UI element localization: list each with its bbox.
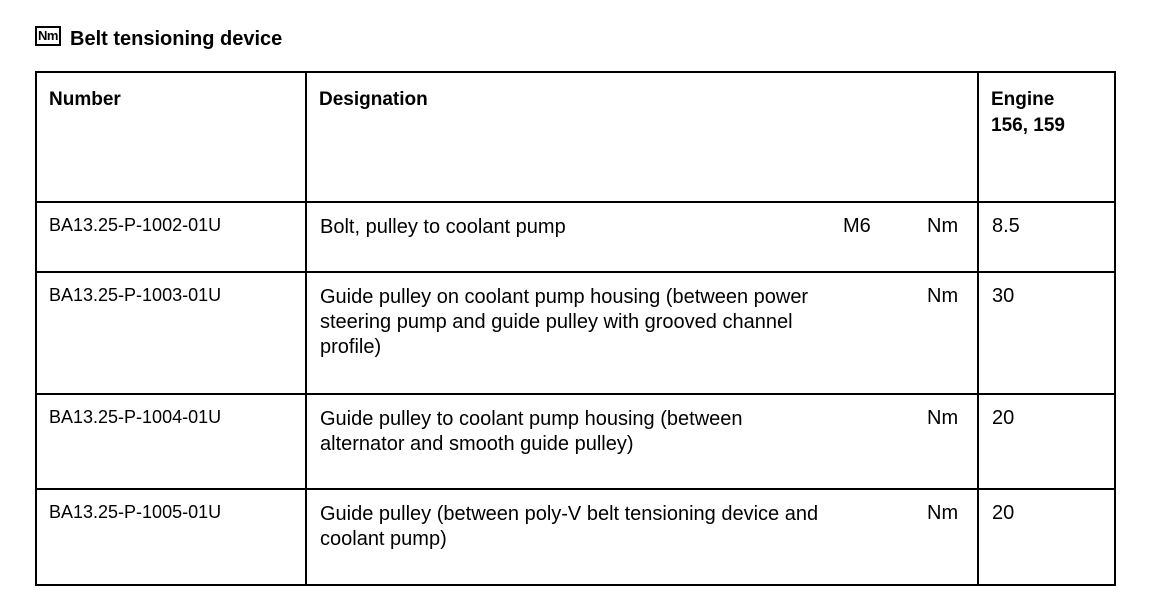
torque-unit: Nm <box>927 407 959 429</box>
table-row <box>36 272 1115 394</box>
torque-unit: Nm <box>927 285 959 307</box>
section-heading <box>35 25 282 53</box>
part-number: BA13.25-P-1002-01U <box>49 215 222 235</box>
section-title: Belt tensioning device <box>70 27 283 50</box>
torque-value: 20 <box>992 407 1015 429</box>
header-designation: Designation <box>306 72 978 202</box>
torque-unit: Nm <box>927 215 959 237</box>
header-engine <box>978 72 1115 202</box>
designation: Bolt, pulley to coolant pump <box>320 216 566 238</box>
table-row <box>36 394 1115 489</box>
header-engine-label: Engine <box>991 89 1055 110</box>
designation: Guide pulley on coolant pump housing (between power steering pump and guide pulley with grooved channel profile) <box>320 286 809 358</box>
torque-nm-icon: Nm <box>35 26 61 46</box>
table-row <box>36 489 1115 585</box>
torque-value: 30 <box>992 285 1015 307</box>
part-number: BA13.25-P-1004-01U <box>49 407 222 427</box>
table-header-row <box>36 72 1115 202</box>
part-number: BA13.25-P-1003-01U <box>49 285 222 305</box>
header-number: Number <box>36 72 306 202</box>
torque-value: 8.5 <box>992 215 1020 237</box>
designation: Guide pulley (between poly-V belt tensioning device and coolant pump) <box>320 503 819 550</box>
thread-size: M6 <box>843 215 871 237</box>
part-number: BA13.25-P-1005-01U <box>49 502 222 522</box>
designation: Guide pulley to coolant pump housing (between alternator and smooth guide pulley) <box>320 408 743 455</box>
torque-unit: Nm <box>927 502 959 524</box>
torque-value: 20 <box>992 502 1015 524</box>
torque-table <box>35 71 1116 586</box>
header-engine-models: 156, 159 <box>991 115 1065 136</box>
table-row <box>36 202 1115 272</box>
